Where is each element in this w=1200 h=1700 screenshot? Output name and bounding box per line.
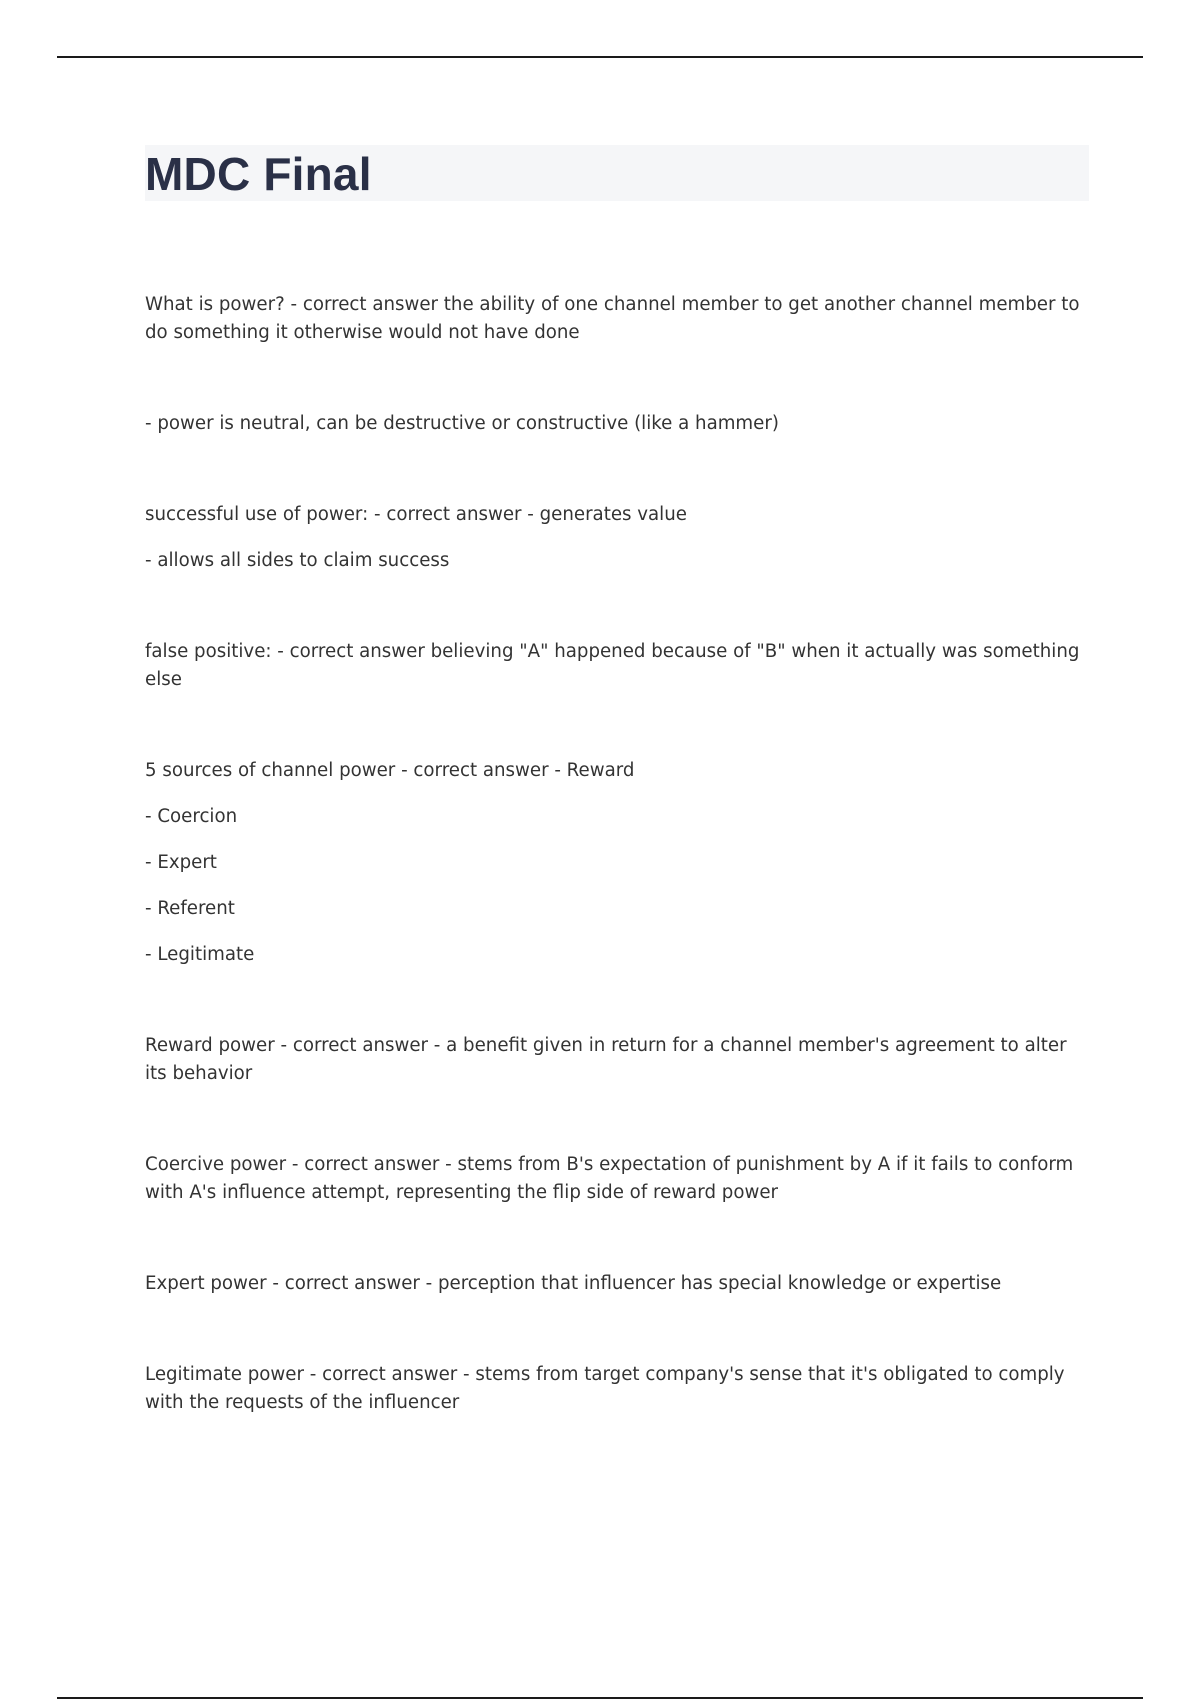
footer-rule [57, 1697, 1143, 1699]
card-legitimate-power: Legitimate power - correct answer - stems from target company's sense that it's obligated to comply with the requests of the influencer [145, 1364, 1065, 1413]
header-rule [57, 56, 1143, 58]
card-five-sources-line-5: - Legitimate [145, 944, 255, 965]
card-power-neutral: - power is neutral, can be destructive or constructive (like a hammer) [145, 413, 779, 434]
card-five-sources-line-2: - Coercion [145, 806, 238, 827]
card-successful-use-line-1: successful use of power: - correct answer - generates value [145, 504, 687, 525]
card-false-positive: false positive: - correct answer believing "A" happened because of "B" when it actually was something else [145, 641, 1080, 690]
card-successful-use-line-2: - allows all sides to claim success [145, 550, 450, 571]
card-power-definition: What is power? - correct answer the ability of one channel member to get another channel member to do something it otherwise would not have done [145, 294, 1080, 343]
card-five-sources-line-4: - Referent [145, 898, 235, 919]
card-reward-power: Reward power - correct answer - a benefit given in return for a channel member's agreement to alter its behavior [145, 1035, 1067, 1084]
document-title: MDC Final [145, 148, 372, 200]
card-expert-power: Expert power - correct answer - perception that influencer has special knowledge or expertise [145, 1273, 1002, 1294]
card-five-sources-line-1: 5 sources of channel power - correct answer - Reward [145, 760, 635, 781]
card-five-sources-line-3: - Expert [145, 852, 217, 873]
card-coercive-power: Coercive power - correct answer - stems from B's expectation of punishment by A if it fails to conform with A's influence attempt, representing the flip side of reward power [145, 1154, 1074, 1203]
flashcard-list [145, 291, 1090, 1417]
